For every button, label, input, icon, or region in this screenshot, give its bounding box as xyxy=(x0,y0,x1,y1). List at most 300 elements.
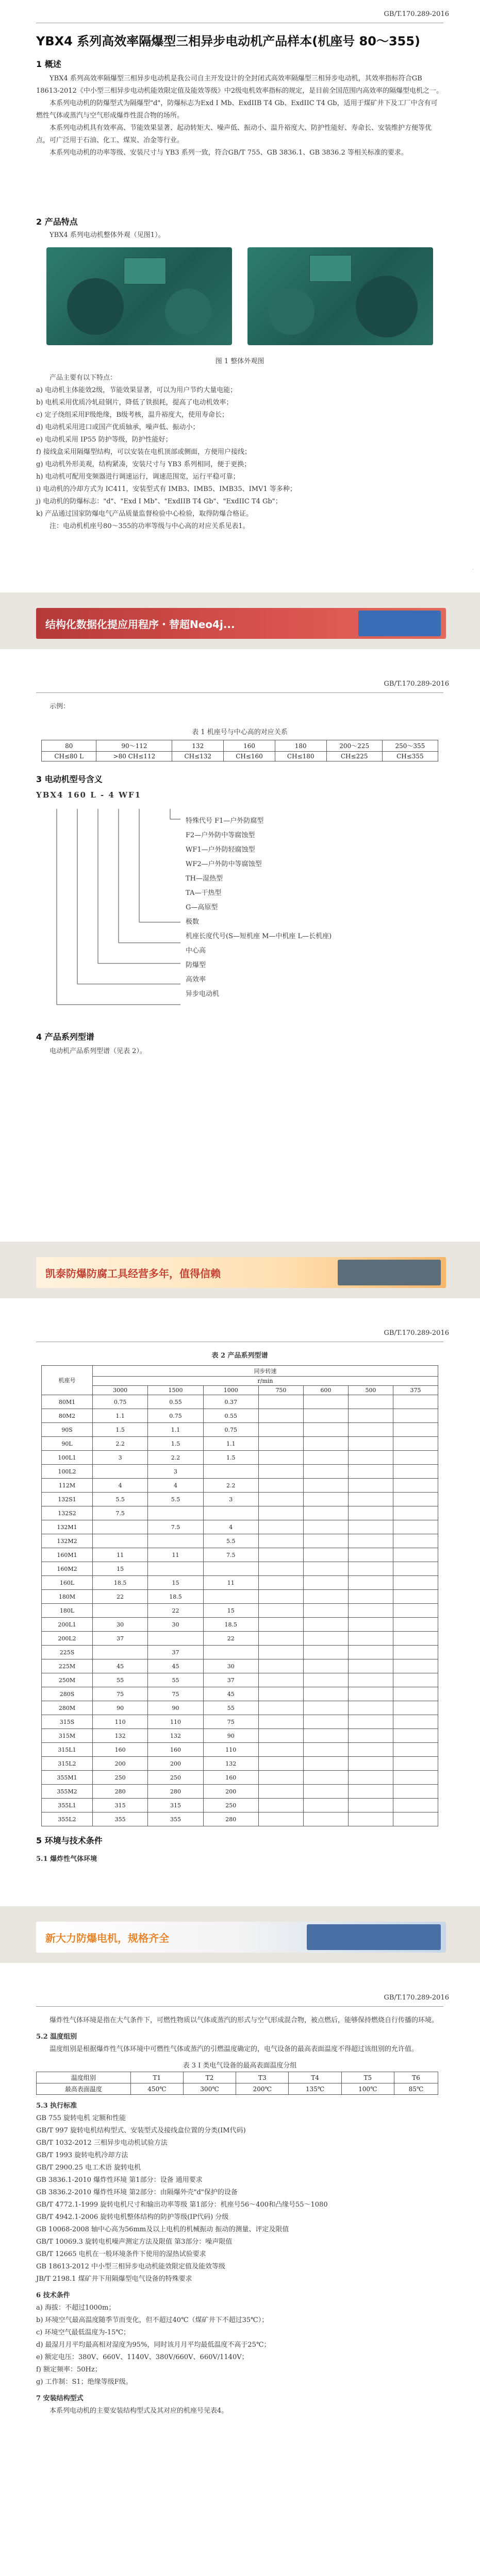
subsection-heading: 5.2 温度组别 xyxy=(36,2033,77,2041)
table-cell: 3 xyxy=(203,1493,258,1506)
table-header-cell: 机座号 xyxy=(42,1366,93,1395)
table-cell xyxy=(258,1659,303,1673)
table-row xyxy=(42,1562,438,1576)
table-cell: 45 xyxy=(93,1659,148,1673)
table-cell xyxy=(258,1423,303,1437)
table-cell: T1 xyxy=(130,2072,183,2083)
legend-item: TA—干热型 xyxy=(186,889,222,897)
table-cell: 30 xyxy=(203,1659,258,1673)
table-cell xyxy=(258,1465,303,1479)
table-row xyxy=(42,1395,438,1409)
table-header-cell: 500 xyxy=(348,1386,393,1395)
table-header-cell: 90～112 xyxy=(96,740,172,752)
subsection-heading: 5.1 爆炸性气体环境 xyxy=(36,1855,97,1863)
table-cell xyxy=(348,1757,393,1771)
section-env-body xyxy=(36,2014,443,2417)
table-cell xyxy=(258,1548,303,1562)
standard-item: GB 10068-2008 轴中心高为56mm及以上电机的机械振动 振动的测量、评定及限值 xyxy=(36,2226,289,2233)
table-cell xyxy=(203,1590,258,1604)
table-caption: 表 1 机座号与中心高的对应关系 xyxy=(192,728,288,736)
table-row xyxy=(42,1812,438,1826)
subsection-heading: 7 安装结构型式 xyxy=(36,2395,84,2402)
table-cell: T4 xyxy=(289,2072,341,2083)
subsection-heading: 6 技术条件 xyxy=(36,2292,70,2299)
table-cell: 315L2 xyxy=(42,1757,93,1771)
standard-item: GB/T 10069.3 旋转电机噪声测定方法及限值 第3部分：噪声限值 xyxy=(36,2238,233,2246)
table-row xyxy=(42,1659,438,1673)
section-heading: 3 电动机型号含义 xyxy=(36,774,103,784)
banner-image xyxy=(307,1924,441,1950)
table-cell xyxy=(303,1646,348,1659)
page-4 xyxy=(0,1984,480,2550)
table-cell xyxy=(348,1687,393,1701)
table-cell: 200 xyxy=(93,1757,148,1771)
table-header-row xyxy=(42,1386,438,1395)
table-cell: 7.5 xyxy=(93,1506,148,1520)
table-cell: 90L xyxy=(42,1437,93,1451)
table-cell: 280 xyxy=(148,1785,203,1799)
table-cell: 280 xyxy=(203,1812,258,1826)
table-cell xyxy=(393,1618,438,1632)
table-cell xyxy=(258,1437,303,1451)
model-example: YBX4 160 L - 4 WF1 xyxy=(36,790,142,800)
table-row xyxy=(42,1771,438,1785)
table-cell xyxy=(303,1618,348,1632)
paragraph: 本系列电动机的防爆型式为隔爆型"d"，防爆标志为Exd I Mb、ExdIIB T4 Gb、ExdIIC T4 Gb，适用于煤矿井下及工厂中含有可燃性气体或蒸汽与空气形成爆炸性混合物的场所。 xyxy=(36,99,438,120)
table-cell: 5.5 xyxy=(148,1493,203,1506)
feature-item: g) 电动机外形美观，结构紧凑，安装尺寸与 YB3 系列相同，便于更换； xyxy=(36,461,251,468)
table-header-cell: 250～355 xyxy=(382,740,438,752)
table-cell xyxy=(393,1576,438,1590)
table-row xyxy=(42,1451,438,1465)
table-cell: 225S xyxy=(42,1646,93,1659)
standards-list xyxy=(36,2112,443,2285)
model-legend xyxy=(186,814,433,1002)
table-header-cell: 160 xyxy=(224,740,275,752)
table-cell xyxy=(93,1520,148,1534)
condition-item: c) 环境空气最低温度为-15℃； xyxy=(36,2329,130,2336)
table-cell: 280 xyxy=(93,1785,148,1799)
table-header-cell: 375 xyxy=(393,1386,438,1395)
table-cell: 11 xyxy=(203,1576,258,1590)
table-cell xyxy=(258,1632,303,1646)
condition-item: b) 环境空气最高温度随季节而变化，但不超过40℃（煤矿井下不超过35℃）； xyxy=(36,2316,269,2324)
table-cell xyxy=(303,1534,348,1548)
feature-item: h) 电动机可配用变频器进行调速运行，调速范围宽，运行平稳可靠； xyxy=(36,473,240,481)
banner-text: 凯泰防爆防腐工具经营多年，值得信赖 xyxy=(45,1267,221,1280)
table-row xyxy=(42,1757,438,1771)
table-cell xyxy=(148,1534,203,1548)
table-cell: 110 xyxy=(148,1715,203,1729)
condition-item: e) 额定电压：380V、660V、1140V、380V/660V、660V/1140V； xyxy=(36,2353,249,2361)
table-cell: 55 xyxy=(93,1673,148,1687)
banner-text: 结构化数据化提应用程序・替超Neo4j... xyxy=(45,618,235,631)
table-header-cell: 600 xyxy=(303,1386,348,1395)
table-cell: 112M xyxy=(42,1479,93,1493)
feature-item: a) 电动机主体能效2级，节能效果显著，可以为用户节约大量电能； xyxy=(36,386,237,394)
table-cell: CH≤180 xyxy=(275,752,326,761)
ad-banner-1[interactable] xyxy=(0,592,480,649)
paragraph: 本系列电动机的主要安装结构型式及其对应的机座号见表4。 xyxy=(49,2407,228,2415)
table-cell xyxy=(393,1785,438,1799)
table-cell xyxy=(348,1506,393,1520)
table-cell: 30 xyxy=(93,1618,148,1632)
table-cell: 355 xyxy=(148,1812,203,1826)
table-cell xyxy=(393,1743,438,1757)
table-cell: 132M1 xyxy=(42,1520,93,1534)
section-heading: 2 产品特点 xyxy=(36,217,78,227)
table-cell: 200 xyxy=(203,1785,258,1799)
table-cell: 5.5 xyxy=(93,1493,148,1506)
standard-item: GB/T 2900.25 电工术语 旋转电机 xyxy=(36,2164,141,2172)
feature-items xyxy=(36,384,443,520)
table-cell xyxy=(348,1395,393,1409)
standard-item: GB/T 12665 电机在一般环境条件下使用的湿热试验要求 xyxy=(36,2250,206,2258)
table-cell: 80M1 xyxy=(42,1395,93,1409)
table-cell xyxy=(348,1646,393,1659)
table-cell xyxy=(303,1451,348,1465)
table-cell: 200L2 xyxy=(42,1632,93,1646)
paragraph: 本系列电动机的功率等级、安装尺寸与 YB3 系列一致，符合GB/T 755、GB 3836.1、GB 3836.2 等相关标准的要求。 xyxy=(49,149,408,157)
table-row xyxy=(42,1701,438,1715)
table-cell: 11 xyxy=(148,1548,203,1562)
table-row xyxy=(42,1437,438,1451)
table-cell xyxy=(393,1395,438,1409)
table-cell xyxy=(303,1520,348,1534)
standard-item: JB/T 2198.1 煤矿井下用隔爆型电气设备的特殊要求 xyxy=(36,2275,192,2283)
table-cell: 90 xyxy=(148,1701,203,1715)
table-cell xyxy=(203,1465,258,1479)
table-cell: T3 xyxy=(236,2072,289,2083)
table-cell xyxy=(348,1562,393,1576)
table-header-cell: 750 xyxy=(258,1386,303,1395)
table-cell xyxy=(303,1757,348,1771)
legend-item: 特殊代号 F1—户外防腐型 xyxy=(186,817,264,825)
table-cell xyxy=(393,1646,438,1659)
table-cell: 0.55 xyxy=(203,1409,258,1423)
table-cell xyxy=(393,1479,438,1493)
legend-item: 中心高 xyxy=(186,947,206,955)
table-row xyxy=(42,1493,438,1506)
legend-item: 极数 xyxy=(186,918,200,926)
legend-item: F2—户外防中等腐蚀型 xyxy=(186,832,255,839)
table-cell: 37 xyxy=(93,1632,148,1646)
header-rule xyxy=(36,692,443,693)
table-cell: 160 xyxy=(148,1743,203,1757)
table-row xyxy=(42,1632,438,1646)
table-cell xyxy=(303,1493,348,1506)
table-1 xyxy=(41,740,438,761)
table-cell xyxy=(258,1799,303,1812)
doc-code: GB/T.170.289-2016 xyxy=(384,1329,449,1337)
table-cell xyxy=(393,1451,438,1465)
table-row xyxy=(42,1520,438,1534)
table-cell xyxy=(303,1465,348,1479)
table-cell: 温度组别 xyxy=(37,2072,131,2083)
table-cell: 100L2 xyxy=(42,1465,93,1479)
table-row xyxy=(42,1646,438,1659)
table-cell: 22 xyxy=(93,1590,148,1604)
table-row xyxy=(42,1604,438,1618)
table-cell xyxy=(348,1479,393,1493)
table-cell: 80M2 xyxy=(42,1409,93,1423)
table-cell xyxy=(303,1423,348,1437)
standard-item: GB/T 997 旋转电机结构型式、安装型式及接线盒位置的分类(IM代码) xyxy=(36,2127,246,2134)
table-cell xyxy=(303,1562,348,1576)
table-cell: 37 xyxy=(203,1673,258,1687)
table-cell: 180M xyxy=(42,1590,93,1604)
table-cell xyxy=(348,1423,393,1437)
feature-item: i) 电动机的冷却方式为 IC411，安装型式有 IMB3、IMB5、IMB35、IMV1 等多种； xyxy=(36,485,296,493)
ad-banner-2[interactable] xyxy=(0,1242,480,1298)
table-cell xyxy=(148,1506,203,1520)
standard-item: GB/T 1993 旋转电机冷却方法 xyxy=(36,2151,128,2159)
page-1: GB/T.170.289-2016 YBX4 系列高效率隔爆型三相异步电动机产品样本(机座号 80～355) 1 概述 YBX4 系列高效率隔爆型三相异步电动机是我公司自主开发设计的全封闭式高效率隔爆型三相异步电动机，其效率指标符合GB 18613-2012《中小型三相异步电动机能效限定值及能效等级》中2级电机效率指标的规定，是目前全国范围内高效率的隔爆型电机之一。 本系列电动机的防爆型式为隔爆型"d"，防爆标志为Exd I Mb、ExdIIB T4 Gb、ExdIIC T4 Gb，适用于煤矿井下及工厂中含有可燃性气体或蒸汽与空气形成爆炸性混合物的场所。 本系列电动机具有效率高、节能效果显著、起动转矩大、噪声低、振动小、温升裕度大、防护性能好、寿命长、安装维护方便等优点，可广泛用于石油、化工、煤炭、冶金等行业。 本系列电动机的功率等级、安装尺寸与 YB3 系列一致，符合GB/T 755、GB 3836.1、GB 3836.2 等相关标准的要求。 2 产品特点 YBX4 系列电动机整体外观（见图1）。 图 1 整体外观图 产品主要有以下特点： a) 电动机主体能效2级，节能效果显著，可以为用户节约大量电能； b) 电机采用优质冷轧硅钢片，降低了铁损耗，提高了电动机效率； c) 定子绕组采用F级绝缘，B级考核，温升裕度大，使用寿命长； d) 电动机采用进口或国产优质轴承，噪声低、振动小； e) 电动机采用 IP55 防护等级，防护性能好； f) 接线盒采用隔爆型结构，可以安装在电机顶部或侧面，方便用户接线； g) 电动机外形美观，结构紧凑，安装尺寸与 YB3 系列相同，便于更换； h) 电动机可配用变频器进行调速运行，调速范围宽，运行平稳可靠； i) 电动机的冷却方式为 IC411，安装型式有 IMB3、IMB5、IMB35、IMV1 等多种； j) 电动机的防爆标志："d"、"Exd I Mb"、"ExdIIB T4 Gb"、"ExdIIC T4 Gb"； k) 产品通过国家防爆电气产品质量监督检验中心检验，取得防爆合格证。 注：电动机机座号80～355的功率等级与中心高的对应关系见表1。 · xyxy=(0,0,480,577)
table-cell xyxy=(393,1687,438,1701)
table-caption: 表 2 产品系列型谱 xyxy=(211,1352,268,1360)
legend-item: TH—湿热型 xyxy=(186,875,223,883)
table-cell xyxy=(393,1465,438,1479)
table-row xyxy=(42,1423,438,1437)
table-cell xyxy=(393,1423,438,1437)
table-cell: 75 xyxy=(148,1687,203,1701)
standard-item: GB/T 4772.1-1999 旋转电机尺寸和输出功率等级 第1部分：机座号56～400和凸缘号55～1080 xyxy=(36,2201,328,2209)
table-cell: 250 xyxy=(203,1799,258,1812)
table-cell: T5 xyxy=(341,2072,394,2083)
table-cell xyxy=(258,1673,303,1687)
doc-code: GB/T.170.289-2016 xyxy=(384,1994,449,2002)
table-cell: 450℃ xyxy=(130,2083,183,2095)
table-cell: 37 xyxy=(148,1646,203,1659)
table-cell: 7.5 xyxy=(203,1548,258,1562)
standard-item: GB/T 4942.1-2006 旋转电机整体结构的防护等级(IP代码) 分级 xyxy=(36,2213,229,2221)
table-cell xyxy=(348,1729,393,1743)
table-cell xyxy=(303,1632,348,1646)
table-cell xyxy=(348,1785,393,1799)
legend-item: WF1—户外防轻腐蚀型 xyxy=(186,846,255,854)
table-cell: CH≤355 xyxy=(382,752,438,761)
table-cell xyxy=(303,1715,348,1729)
table-cell xyxy=(348,1534,393,1548)
table-cell: CH≤160 xyxy=(224,752,275,761)
table-cell xyxy=(348,1701,393,1715)
doc-title: YBX4 系列高效率隔爆型三相异步电动机产品样本(机座号 80～355) xyxy=(36,34,421,48)
table-cell xyxy=(303,1743,348,1757)
table-cell xyxy=(258,1771,303,1785)
table-cell: 355 xyxy=(93,1812,148,1826)
table-cell: 15 xyxy=(203,1604,258,1618)
table-row xyxy=(42,1729,438,1743)
table-cell: 3 xyxy=(148,1465,203,1479)
table-cell: 132M2 xyxy=(42,1534,93,1548)
table-cell: 160M1 xyxy=(42,1548,93,1562)
table-cell xyxy=(303,1799,348,1812)
table-cell xyxy=(348,1632,393,1646)
table-cell xyxy=(348,1715,393,1729)
standard-item: GB/T 1032-2012 三相异步电动机试验方法 xyxy=(36,2139,168,2147)
section-env xyxy=(36,1834,443,1866)
standard-item: GB 3836.2-2010 爆炸性环境 第2部分：由隔爆外壳"d"保护的设备 xyxy=(36,2189,238,2196)
table-3 xyxy=(36,2072,438,2095)
header-rule xyxy=(36,2006,443,2007)
table-cell xyxy=(393,1729,438,1743)
table-cell xyxy=(203,1506,258,1520)
table-cell xyxy=(148,1562,203,1576)
table-cell xyxy=(393,1590,438,1604)
table-cell: 1.5 xyxy=(203,1451,258,1465)
table-cell: 最高表面温度 xyxy=(37,2083,131,2095)
table-row xyxy=(42,1479,438,1493)
table-cell xyxy=(393,1812,438,1826)
table-cell: 2.2 xyxy=(148,1451,203,1465)
legend-item: G—高原型 xyxy=(186,904,218,911)
table-cell xyxy=(258,1534,303,1548)
table-cell: 132S2 xyxy=(42,1506,93,1520)
table-cell xyxy=(393,1548,438,1562)
table-cell xyxy=(348,1673,393,1687)
table-header-cell: 同步转速 xyxy=(93,1366,438,1377)
table-cell xyxy=(348,1520,393,1534)
feature-item: d) 电动机采用进口或国产优质轴承，噪声低、振动小； xyxy=(36,423,200,431)
table-cell xyxy=(348,1465,393,1479)
table-cell xyxy=(303,1506,348,1520)
table-row xyxy=(42,1673,438,1687)
table-cell: T2 xyxy=(183,2072,236,2083)
table-row xyxy=(42,1590,438,1604)
table-cell xyxy=(393,1604,438,1618)
table-cell xyxy=(348,1743,393,1757)
table-cell xyxy=(303,1659,348,1673)
table-cell: 315M xyxy=(42,1729,93,1743)
table-cell xyxy=(303,1687,348,1701)
table-cell: 55 xyxy=(148,1673,203,1687)
table-cell xyxy=(258,1785,303,1799)
table-cell xyxy=(93,1465,148,1479)
table-cell xyxy=(303,1437,348,1451)
table-cell: 160 xyxy=(93,1743,148,1757)
table-cell xyxy=(258,1479,303,1493)
section-product xyxy=(36,1030,443,1058)
table-cell xyxy=(258,1701,303,1715)
table-cell: 132 xyxy=(93,1729,148,1743)
table-cell: 0.55 xyxy=(148,1395,203,1409)
table-cell: 22 xyxy=(203,1632,258,1646)
table-cell xyxy=(258,1506,303,1520)
feature-item: j) 电动机的防爆标志："d"、"Exd I Mb"、"ExdIIB T4 Gb"、"ExdIIC T4 Gb"； xyxy=(36,498,282,505)
table-row xyxy=(42,1534,438,1548)
note: 注：电动机机座号80～355的功率等级与中心高的对应关系见表1。 xyxy=(49,522,250,530)
table-cell: 280S xyxy=(42,1687,93,1701)
table-cell: >80 CH≤112 xyxy=(96,752,172,761)
table-cell: 132 xyxy=(203,1757,258,1771)
table-row xyxy=(42,1548,438,1562)
table-header-cell: 80 xyxy=(42,740,96,752)
table-cell xyxy=(348,1812,393,1826)
table-cell xyxy=(258,1562,303,1576)
page-3 xyxy=(0,1319,480,1896)
table-cell xyxy=(303,1548,348,1562)
table-cell xyxy=(258,1409,303,1423)
table-row xyxy=(42,752,438,761)
legend-item: 防爆型 xyxy=(186,961,206,969)
table-cell: 18.5 xyxy=(93,1576,148,1590)
table-cell xyxy=(303,1604,348,1618)
table-cell: 18.5 xyxy=(148,1590,203,1604)
table-cell: 110 xyxy=(203,1743,258,1757)
table-row xyxy=(42,1743,438,1757)
table-cell: 1.1 xyxy=(93,1409,148,1423)
table-cell: 355M2 xyxy=(42,1785,93,1799)
table-cell: 200℃ xyxy=(236,2083,289,2095)
paragraph: 示例： xyxy=(49,703,70,710)
legend-item: 异步电动机 xyxy=(186,990,220,998)
table-cell xyxy=(303,1785,348,1799)
table-cell: 180L xyxy=(42,1604,93,1618)
table-cell: 75 xyxy=(203,1715,258,1729)
table-cell: 4 xyxy=(93,1479,148,1493)
table-cell: 4 xyxy=(203,1520,258,1534)
table-cell: 1.1 xyxy=(203,1437,258,1451)
table-cell xyxy=(303,1590,348,1604)
table-cell: 90 xyxy=(203,1729,258,1743)
feature-item: b) 电机采用优质冷轧硅钢片，降低了铁损耗，提高了电动机效率； xyxy=(36,399,233,406)
table-cell: 315 xyxy=(148,1799,203,1812)
standard-item: GB 18613-2012 中小型三相异步电动机能效限定值及能效等级 xyxy=(36,2263,226,2270)
paragraph: 本系列电动机具有效率高、节能效果显著、起动转矩大、噪声低、振动小、温升裕度大、防护性能好、寿命长、安装维护方便等优点，可广泛用于石油、化工、煤炭、冶金等行业。 xyxy=(36,124,432,144)
legend-item: 高效率 xyxy=(186,976,206,984)
table-cell: 355L2 xyxy=(42,1812,93,1826)
table-cell xyxy=(258,1604,303,1618)
condition-item: g) 工作制：S1；绝缘等级F级。 xyxy=(36,2378,133,2386)
table-header-cell: 180 xyxy=(275,740,326,752)
table-cell xyxy=(348,1590,393,1604)
table-cell: 90S xyxy=(42,1423,93,1437)
table-row xyxy=(42,1618,438,1632)
table-cell: 90 xyxy=(93,1701,148,1715)
table-row xyxy=(42,1687,438,1701)
table-cell xyxy=(203,1646,258,1659)
paragraph: 爆炸性气体环境是指在大气条件下，可燃性物质以气体或蒸汽的形式与空气形成混合物，被点燃后，能够保持燃烧自行传播的环境。 xyxy=(49,2016,439,2024)
table-cell: 0.37 xyxy=(203,1395,258,1409)
table-cell xyxy=(393,1534,438,1548)
table-cell: 2.2 xyxy=(203,1479,258,1493)
table-cell: 1.1 xyxy=(148,1423,203,1437)
table-2 xyxy=(41,1365,438,1826)
table-cell: 0.75 xyxy=(93,1395,148,1409)
table-cell: 355L1 xyxy=(42,1799,93,1812)
table-row xyxy=(42,1506,438,1520)
table-cell: 18.5 xyxy=(203,1618,258,1632)
table-cell xyxy=(348,1409,393,1423)
ad-banner-3[interactable] xyxy=(0,1906,480,1963)
table-cell: 55 xyxy=(203,1701,258,1715)
table-cell xyxy=(258,1576,303,1590)
table-cell xyxy=(348,1437,393,1451)
table-cell xyxy=(393,1673,438,1687)
section-heading: 1 概述 xyxy=(36,59,61,69)
feature-item: k) 产品通过国家防爆电气产品质量监督检验中心检验，取得防爆合格证。 xyxy=(36,510,253,518)
table-cell: 355M1 xyxy=(42,1771,93,1785)
table-row xyxy=(42,1785,438,1799)
table-cell xyxy=(203,1562,258,1576)
subsection-heading: 5.3 执行标准 xyxy=(36,2102,77,2110)
list-intro: 产品主要有以下特点： xyxy=(49,374,117,382)
table-cell: 0.75 xyxy=(148,1409,203,1423)
table-cell: 1.5 xyxy=(93,1423,148,1437)
table-cell: 100L1 xyxy=(42,1451,93,1465)
table-cell: 200 xyxy=(148,1757,203,1771)
motor-photo-left xyxy=(46,247,232,345)
